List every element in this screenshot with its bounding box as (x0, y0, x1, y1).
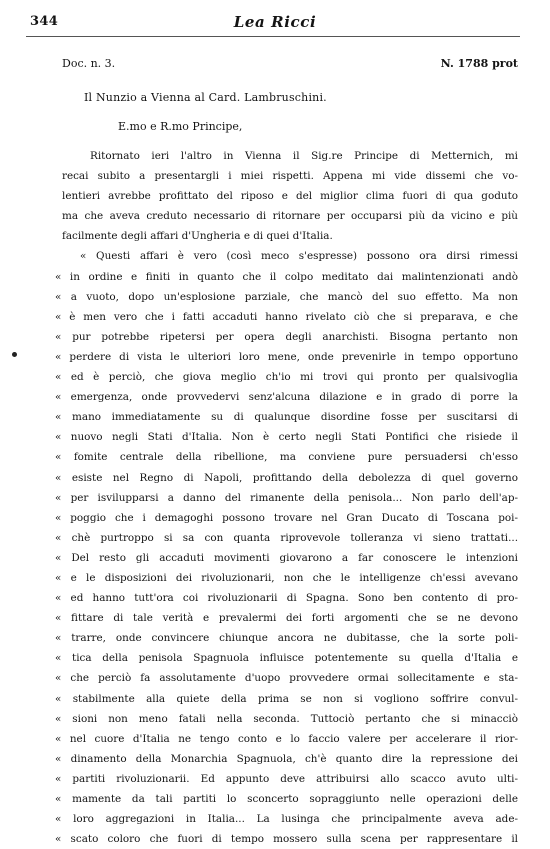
quote-line: « chè purtroppo si sa con quanta riprovevole tolleranza vi sieno trattati... (55, 531, 518, 544)
quote-line: « tica della penisola Spagnuola influisce potentemente su quella d'Italia e (55, 652, 518, 665)
quote-line: « trarre, onde convincere chiunque ancora ne dubitasse, che la sorte poli- (55, 632, 518, 645)
body-line: facilmente degli affari d'Ungheria e di quei d'Italia. (62, 230, 333, 243)
margin-ink-dot (12, 352, 17, 357)
body-line: lentieri avrebbe profittato del riposo e del miglior clima fuori di qua goduto (62, 190, 518, 203)
quote-line: « pur potrebbe ripetersi per opera degli anarchisti. Bisogna pertanto non (55, 330, 518, 343)
body-line: recai subito a presentargli i miei rispetti. Appena mi vide dissemi che vo- (62, 170, 518, 183)
quote-line: « loro aggregazioni in Italia... La lusinga che principalmente aveva ade- (55, 813, 518, 826)
letter-body (55, 146, 518, 849)
quote-line: « fittare di tale verità e prevalermi dei forti argomenti che se ne devono (55, 612, 518, 625)
quote-line: « esiste nel Regno di Napoli, profittando della debolezza di quel governo (55, 471, 518, 484)
document-number: Doc. n. 3. (62, 57, 116, 70)
quote-line: « ed hanno tutt'ora coi rivoluzionarii di Spagna. Sono ben contento di pro- (55, 592, 518, 605)
quote-line: « nuovo negli Stati d'Italia. Non è certo negli Stati Pontifici che risiede il (55, 431, 518, 444)
page-header (0, 0, 550, 40)
quote-line: « è men vero che i fatti accaduti hanno rivelato ciò che si preparava, e che (55, 310, 518, 323)
running-head: Lea Ricci (233, 13, 317, 31)
addressee-line: Il Nunzio a Vienna al Card. Lambruschini. (84, 91, 327, 104)
quote-line: « partiti rivoluzionarii. Ed appunto deve attribuirsi allo scacco avuto ulti- (55, 772, 518, 785)
page-number: 344 (30, 14, 59, 29)
quote-line: « mamente da tali partiti lo sconcerto sopraggiunto nelle operazioni delle (55, 793, 518, 805)
quote-line: « ed è perciò, che giova meglio ch'io mi trovi qui pronto per qualsivoglia (55, 371, 518, 384)
quote-line: « e le disposizioni dei rivoluzionarii, non che le intelligenze ch'essi avevano (55, 571, 518, 584)
quote-line: « nel cuore d'Italia ne tengo conto e lo faccio valere per accelerare il rior- (55, 732, 518, 745)
quote-line: « per isvilupparsi a danno del rimanente della penisola... Non parlo dell'ap- (55, 491, 518, 504)
quote-line: « in ordine e finiti in quanto che il colpo meditato dai malintenzionati andò (55, 270, 518, 283)
quote-line: « perdere di vista le ulteriori loro mene, onde prevenirle in tempo opportuno (55, 350, 518, 363)
quote-line: « emergenza, onde provvedervi senz'alcuna dilazione e in grado di porre la (55, 391, 518, 404)
protocol-number: N. 1788 prot (440, 57, 518, 70)
body-line: ma che aveva creduto necessario di ritornare per occuparsi più da vicino e più (62, 210, 518, 223)
quote-line: « stabilmente alla quiete della prima se non si vogliono soffrire convul- (55, 692, 518, 705)
quote-line: « che perciò fa assolutamente d'uopo provvedere ormai sollecitamente e sta- (55, 672, 518, 685)
quote-line: « poggio che i demagoghi possono trovare nel Gran Ducato di Toscana poi- (55, 511, 518, 524)
quote-line: « mano immediatamente su di qualunque disordine fosse per suscitarsi di (55, 411, 518, 424)
quote-line: « Questi affari è vero (così meco s'espresse) possono ora dirsi rimessi (80, 250, 518, 263)
header-rule (26, 36, 520, 37)
quote-line: « Del resto gli accaduti movimenti giovarono a far conoscere le intenzioni (55, 551, 518, 564)
quote-line: « scato coloro che fuori di tempo mossero sulla scena per rappresentare il (55, 833, 518, 846)
salutation: E.mo e R.mo Principe, (118, 120, 243, 133)
quote-line: « dinamento della Monarchia Spagnuola, ch'è quanto dire la repressione dei (55, 752, 518, 765)
body-line: Ritornato ieri l'altro in Vienna il Sig.re Principe di Metternich, mi (90, 150, 518, 162)
quote-line: « a vuoto, dopo un'esplosione parziale, che mancò del suo effetto. Ma non (55, 290, 518, 303)
quote-line: « sioni non meno fatali nella seconda. Tuttociò pertanto che si minacciò (55, 712, 518, 725)
quote-line: « fomite centrale della ribellione, ma conviene pure persuadersi ch'esso (55, 451, 518, 464)
